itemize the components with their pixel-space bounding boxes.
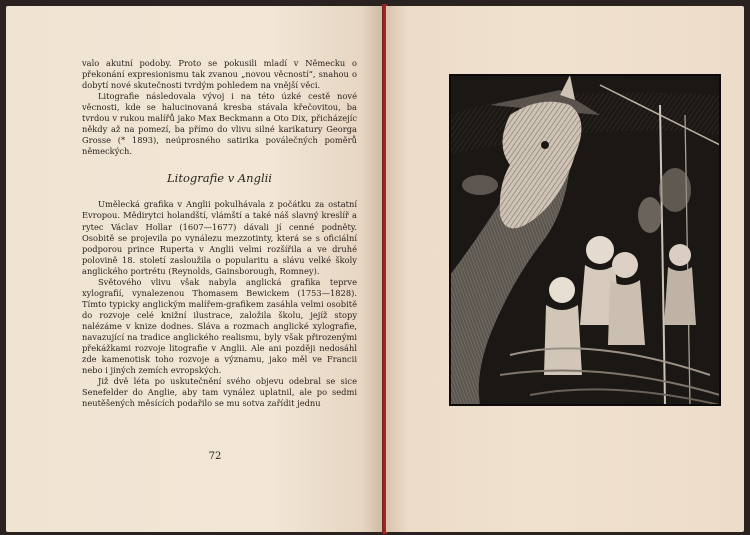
paragraph-2: Litografie následovala vývoj i na této úzké cestě nové věcnosti, kde se halucinovaná kresba stávala křečovitou, ba tvrdou v rukou malířů jako Max Beckmann a Oto Dix, přicházejíc někdy až na pomezí, ba přímo do vlivu silné karikatury Georga Grosse (* 1893), neúprosného satirika poválečných poměrů německých. (82, 91, 357, 157)
paragraph-4: Světového vlivu však nabyla anglická grafika teprve xylografií, vynalezenou Thomasem Bewickem (1753—1828). Tímto typicky anglickým malířem-grafikem zasáhla velmi osobitě do rozvoje celé knižní ilustrace, založila školu, jejíž stopy nalézáme v knize dodnes. Sláva a rozmach anglické xylografie, navazující na tradice anglického realismu, byly však přirozenými překážkami rozvoje litografie v Anglii. Ale ani později nedosáhl zde kamenotisk toho rozvoje a významu, jako měl ve Francii nebo i jiných zemích evropských. (82, 276, 357, 376)
section-heading: Litografie v Anglii (167, 171, 272, 186)
page-number: 72 (208, 451, 222, 462)
left-page-text (82, 58, 357, 409)
paragraph-3: Umělecká grafika v Anglii pokulhávala z počátku za ostatní Evropou. Mědirytci holandští, vlámští a také náš slavný kreslíř a rytec Václav Hollar (1607—1677) dávali jí cenné podněty. Osobitě se projevila po vynálezu mezzotinty, která se s oficiální podporou prince Ruperta v Anglii velmi rozšířila a ve druhé polovině 18. století zasloužila o popularitu a slávu velké školy anglického portrétu (Reynolds, Gainsborough, Romney). (82, 199, 357, 276)
paragraph-1: valo akutní podoby. Proto se pokusili mladí v Německu o překonání expresionismu tak zvanou „novou věcností“, snahou o dobytí nové skutečnosti tvrdým pohledem na vnější věci. (82, 58, 357, 91)
carousel-horse-illustration (450, 75, 720, 405)
illustration-drawing (450, 75, 720, 405)
paragraph-5: Již dvě léta po uskutečnění svého objevu odebral se sice Senefelder do Anglie, aby tam vynález uplatnil, ale po sedmi neutěšených měsících podařilo se mu sotva zařídit jednu (82, 376, 357, 409)
